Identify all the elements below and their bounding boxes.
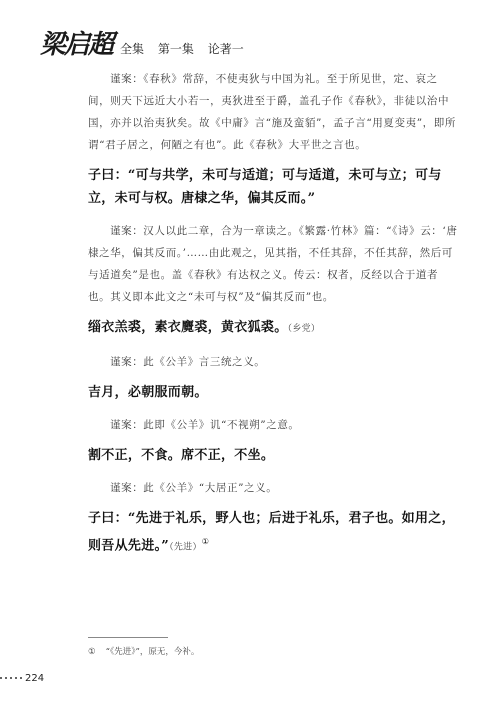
leader-dot: [5, 677, 7, 679]
classic-text-paragraph: 割不正，不食。席不正，不坐。: [88, 448, 275, 463]
commentary-paragraph: 谨案：汉人以此二章，合为一章读之。《繁露·竹林》篇：“《诗》云：‘唐棣之华，偏其反而。’……由此观之，见其指，不任其辞，不任其辞，然后可与适道矣”是也。盖《春秋》有达权之义。传云：权者，反经以合于道者也。其义即本此文之“未可与权”及“偏其反而”也。: [88, 225, 458, 303]
leader-dot: [15, 677, 17, 679]
commentary-paragraph: 谨案：此《公羊》言三统之义。: [110, 356, 266, 368]
classic-text: 缁衣羔裘，素衣麑裘，黄衣狐裘。: [88, 320, 288, 335]
chapter-label: （先进）: [169, 542, 202, 553]
commentary-paragraph: 谨案：此即《公羊》讥“不视朔”之意。: [110, 419, 300, 431]
running-head-section: 论著一: [207, 42, 244, 56]
commentary-paragraph: 谨案：《春秋》常辞，不使夷狄与中国为礼。至于所见世，定、哀之间，则天下远近大小若一，夷狄进至于爵，盖孔子作《春秋》，非徒以治中国，亦并以治夷狄矣。故《中庸》言“施及蛮貊”，孟子言“用夏变夷”，即所谓“君子居之，何陋之有也”。此《春秋》大平世之言也。: [88, 73, 456, 151]
leader-dot: [20, 677, 22, 679]
classic-text-paragraph: [88, 507, 458, 559]
classic-text-paragraph: 吉月，必朝服而朝。: [88, 385, 208, 400]
classic-text-paragraph: 子曰：“可与共学，未可与适道；可与适道，未可与立；可与立，未可与权。唐棣之华，偏其反而。”: [88, 168, 442, 206]
leader-dot: [10, 677, 12, 679]
footnote-mark: ①: [88, 647, 96, 657]
running-head-collection: 全集: [120, 42, 145, 56]
page-header: [40, 30, 254, 60]
page-number: 224: [25, 672, 45, 684]
collection-logo: 梁启超: [40, 30, 113, 60]
commentary-paragraph: 谨案：此《公羊》“大居正”之义。: [110, 482, 278, 494]
footnote-divider: [88, 637, 168, 638]
footnote: [88, 646, 458, 658]
chapter-label: （乡党）: [287, 324, 321, 334]
page-body: [88, 68, 458, 569]
running-head-volume: 第一集: [157, 42, 194, 56]
leader-dot: [0, 677, 2, 679]
footnote-reference[interactable]: ①: [201, 537, 210, 546]
footnote-text: “《先进》”，原无，今补。: [105, 647, 200, 657]
classic-text: 子曰：“先进于礼乐，野人也；后进于礼乐，君子也。如用之，则吾从先进。”: [88, 511, 455, 554]
running-head: [120, 40, 254, 60]
page-number-block: [0, 670, 44, 686]
classic-text-paragraph: [88, 316, 458, 341]
